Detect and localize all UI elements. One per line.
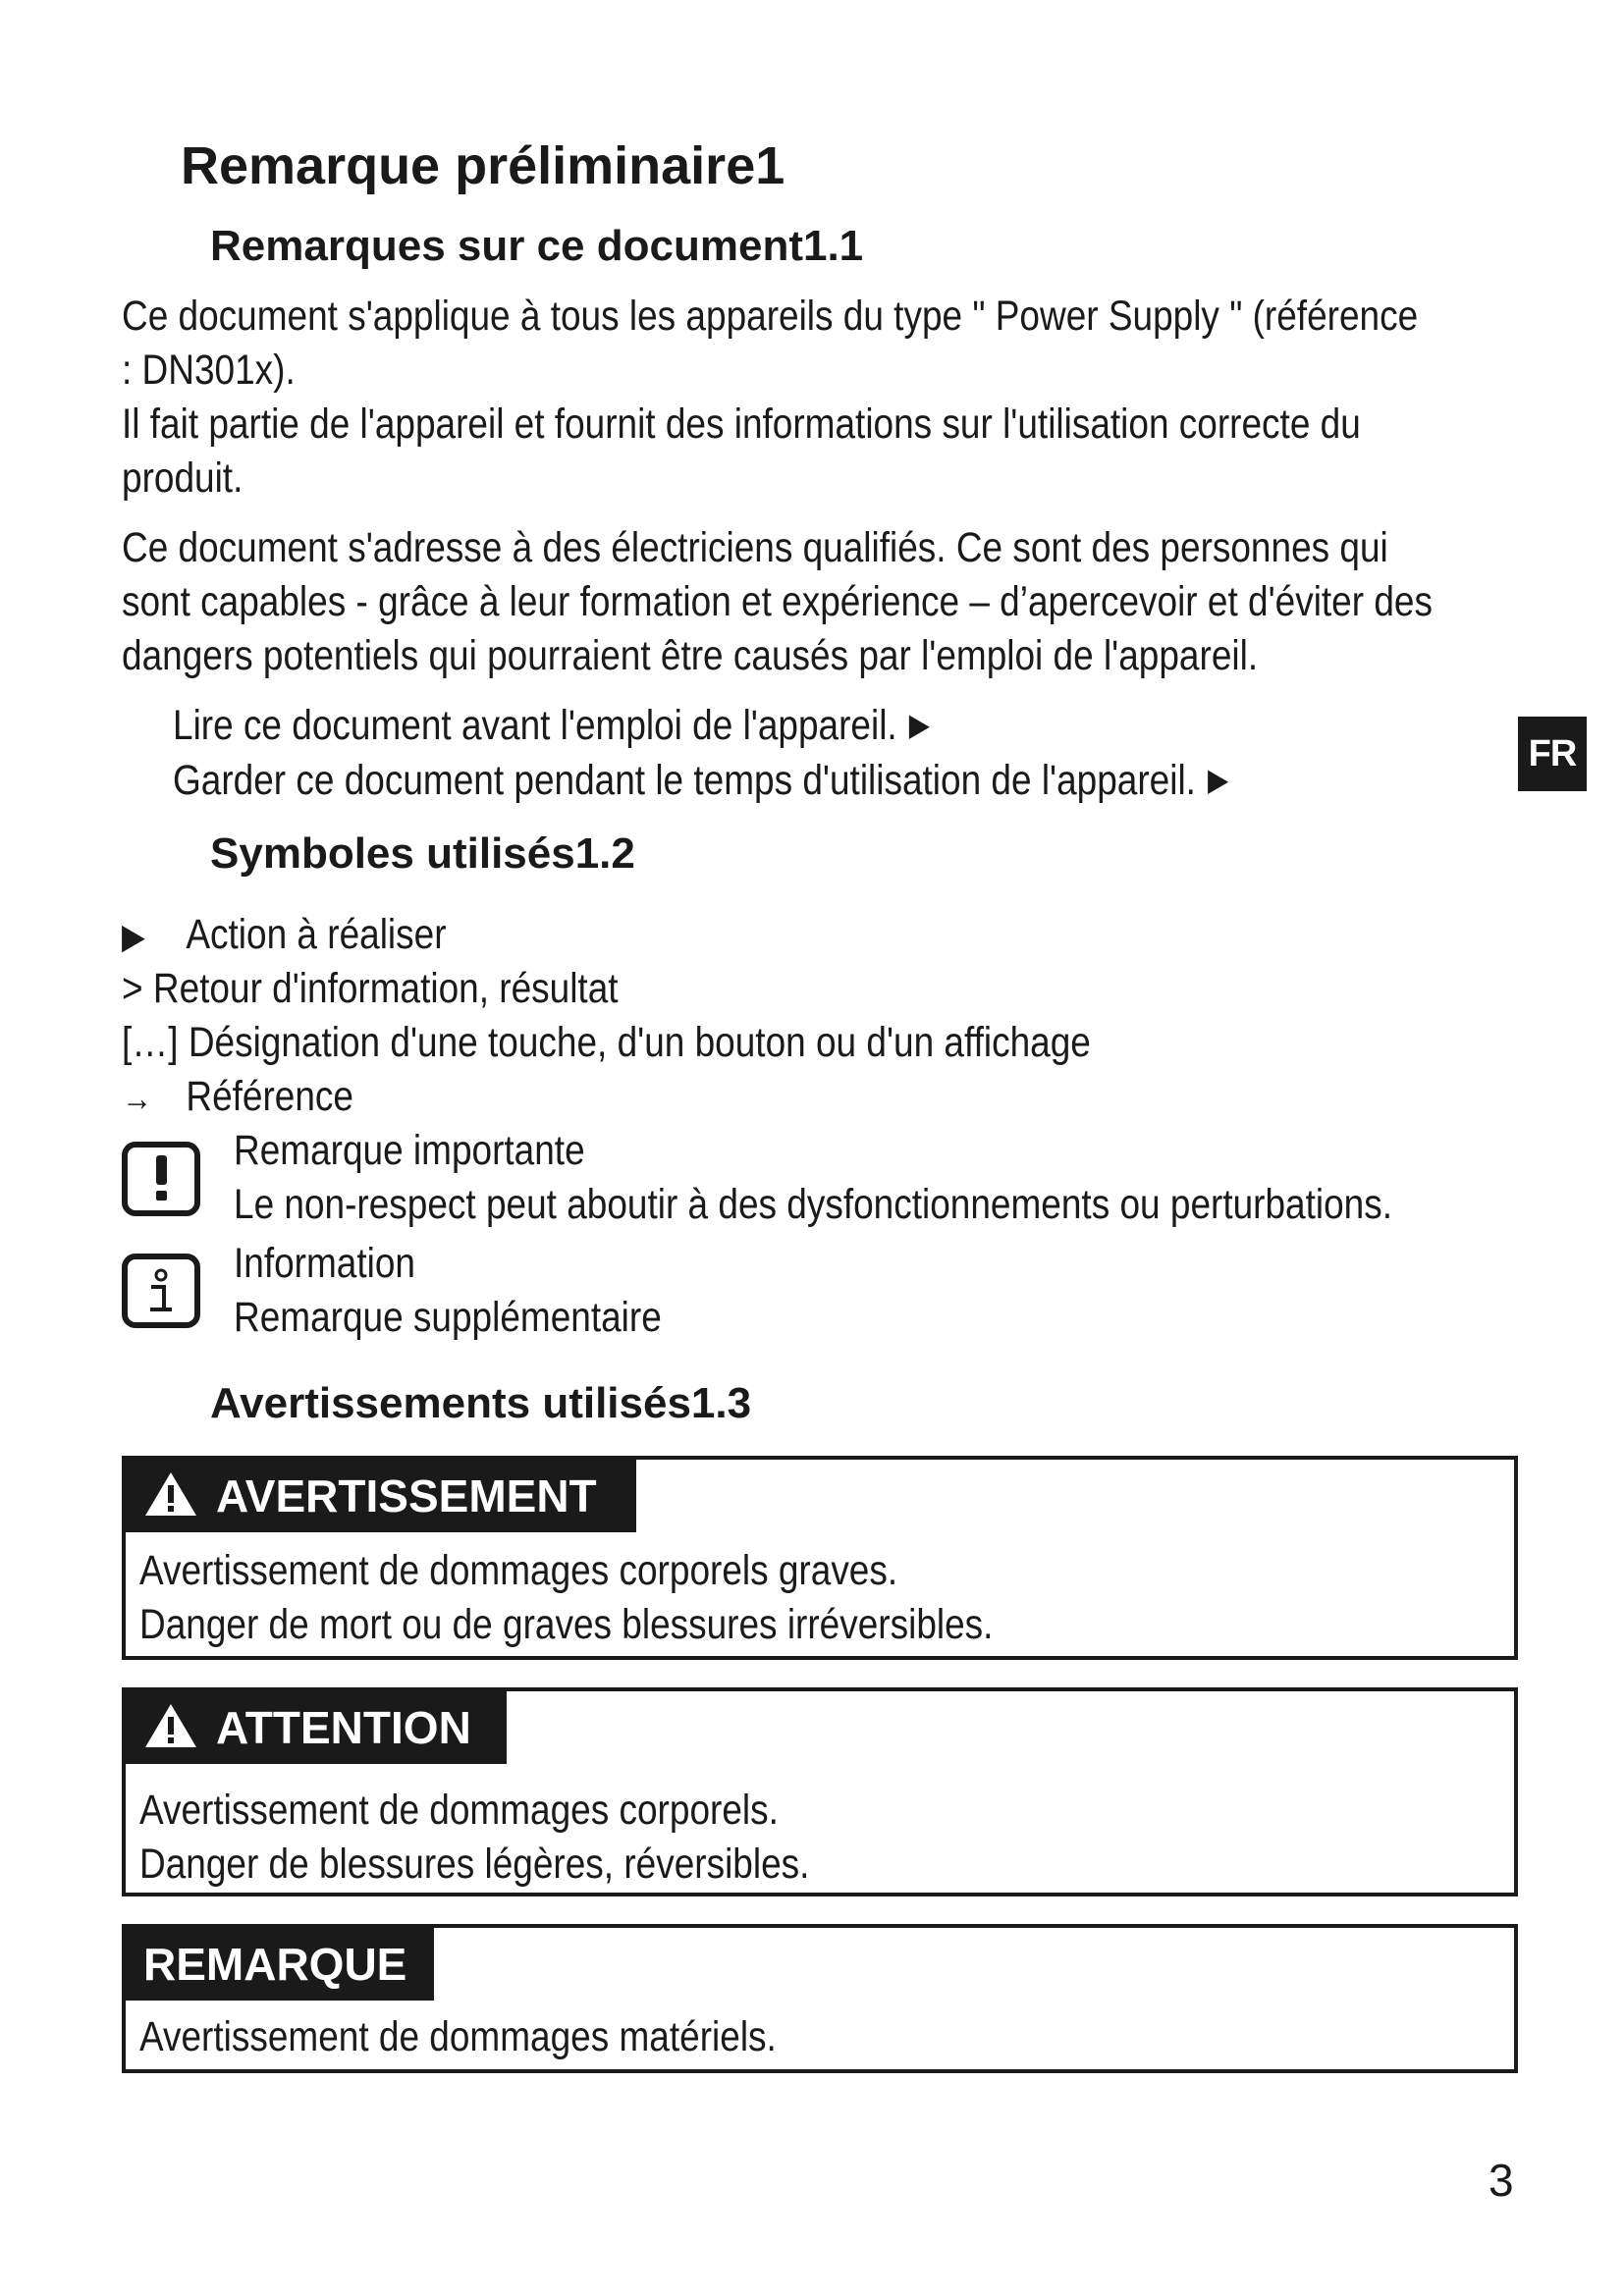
paragraph-line: dangers potentiels qui pourraient être causés par l'emploi de l'appareil. xyxy=(122,632,1259,679)
notice-header xyxy=(126,1928,434,2001)
caution-line: Danger de blessures légères, réversibles. xyxy=(139,1841,810,1888)
arrow-right-icon: → xyxy=(122,1078,152,1118)
notice-line: Avertissement de dommages matériels. xyxy=(139,2013,777,2060)
warning-label: AVERTISSEMENT xyxy=(216,1470,597,1522)
caution-text xyxy=(139,1784,809,1892)
action-item xyxy=(173,698,1228,753)
paragraph-line: Ce document s'applique à tous les appareils du type " Power Supply " (référence xyxy=(122,293,1419,340)
symbol-label: Désignation d'une touche, d'un bouton ou d'un affichage xyxy=(188,1019,1091,1066)
caution-header xyxy=(126,1691,507,1764)
section-heading-1-1: Remarques sur ce document1.1 xyxy=(210,222,864,270)
paragraph-line: : DN301x). xyxy=(122,347,296,394)
action-arrow-icon: ▶ xyxy=(908,707,930,742)
symbol-label: Retour d'information, résultat xyxy=(152,965,619,1012)
warning-triangle-icon xyxy=(143,1466,198,1538)
section-heading-1-3: Avertissements utilisés1.3 xyxy=(210,1379,752,1427)
info-note-text: Remarque supplémentaire xyxy=(234,1294,662,1341)
important-note-title: Remarque importante xyxy=(234,1127,585,1174)
play-triangle-icon: ▶ xyxy=(122,916,145,956)
action-item xyxy=(173,753,1228,808)
paragraph-line: Ce document s'adresse à des électriciens qualifiés. Ce sont des personnes qui xyxy=(122,524,1388,571)
warning-text xyxy=(139,1544,993,1652)
language-tab: FR xyxy=(1518,717,1587,791)
paragraph-line: Il fait partie de l'appareil et fournit des informations sur l'utilisation correcte du xyxy=(122,400,1361,448)
page-title: Remarque préliminaire1 xyxy=(181,136,785,195)
warning-line: Avertissement de dommages corporels graves. xyxy=(139,1547,898,1594)
warning-header xyxy=(126,1460,636,1532)
page-number: 3 xyxy=(1489,2155,1514,2206)
caution-label: ATTENTION xyxy=(216,1702,471,1753)
info-icon xyxy=(122,1254,200,1328)
notice-box xyxy=(122,1924,1518,2073)
symbol-row-action xyxy=(122,908,447,963)
symbol-row-key xyxy=(122,1016,1091,1070)
caution-line: Avertissement de dommages corporels. xyxy=(139,1787,779,1834)
action-text: Garder ce document pendant le temps d'utilisation de l'appareil. xyxy=(173,757,1196,804)
action-text: Lire ce document avant l'emploi de l'appareil. xyxy=(173,702,897,749)
symbol-row-reference xyxy=(122,1070,353,1125)
greater-than-icon: > xyxy=(122,965,143,1012)
warning-triangle-icon xyxy=(143,1697,198,1770)
important-note xyxy=(234,1124,1392,1232)
paragraph-audience xyxy=(122,521,1433,683)
action-list xyxy=(173,698,1228,808)
info-note xyxy=(234,1237,662,1345)
symbol-row-result xyxy=(122,962,619,1016)
symbol-label: Référence xyxy=(186,1073,353,1120)
symbol-label: Action à réaliser xyxy=(186,911,447,958)
notice-label: REMARQUE xyxy=(143,1939,407,1990)
warning-box xyxy=(122,1456,1518,1660)
section-heading-1-2: Symboles utilisés1.2 xyxy=(210,829,635,878)
action-arrow-icon: ▶ xyxy=(1208,762,1229,797)
caution-box xyxy=(122,1687,1518,1896)
exclamation-icon xyxy=(122,1142,200,1216)
notice-text xyxy=(139,2010,777,2064)
paragraph-scope xyxy=(122,290,1418,506)
warning-line: Danger de mort ou de graves blessures irréversibles. xyxy=(139,1601,994,1648)
info-note-title: Information xyxy=(234,1240,415,1287)
paragraph-line: sont capables - grâce à leur formation et expérience – d’apercevoir et d'éviter des xyxy=(122,578,1433,625)
paragraph-line: produit. xyxy=(122,454,244,502)
brackets-icon: […] xyxy=(122,1019,179,1066)
important-note-text: Le non-respect peut aboutir à des dysfonctionnements ou perturbations. xyxy=(234,1181,1393,1228)
